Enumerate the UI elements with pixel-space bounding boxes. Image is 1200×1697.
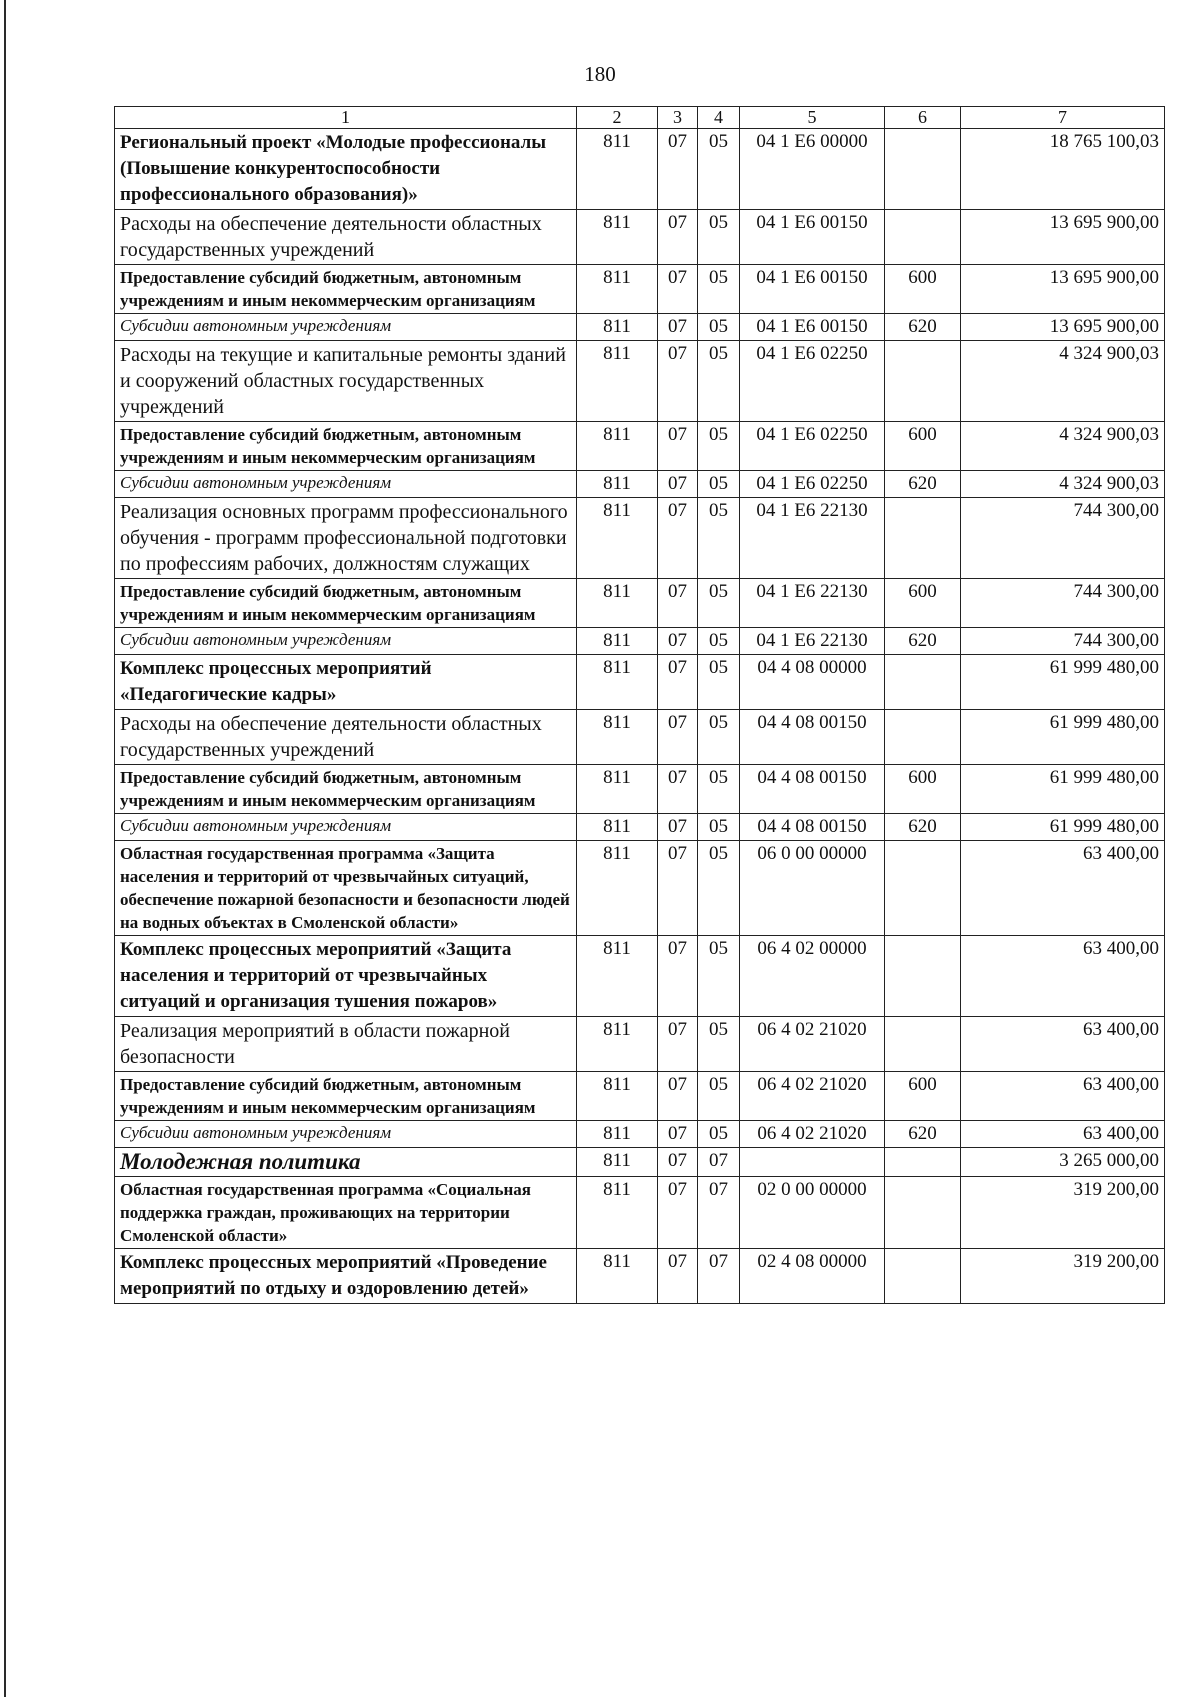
budget-table: [114, 106, 1165, 1304]
row-col-4: 05: [698, 341, 740, 422]
row-col-5: 04 1 Е6 22130: [740, 628, 885, 655]
column-header: 2: [577, 107, 658, 129]
table-row: [115, 655, 1165, 710]
column-header: 6: [885, 107, 961, 129]
row-col-3: 07: [658, 628, 698, 655]
table-row: [115, 1017, 1165, 1072]
row-col-3: 07: [658, 1121, 698, 1148]
row-col-5: [740, 1148, 885, 1177]
table-row: [115, 710, 1165, 765]
table-row: [115, 314, 1165, 341]
column-header: 7: [961, 107, 1165, 129]
table-row: [115, 579, 1165, 628]
row-amount: 61 999 480,00: [961, 655, 1165, 710]
row-col-4: 05: [698, 471, 740, 498]
row-col-5: 04 4 08 00150: [740, 710, 885, 765]
row-col-5: 04 1 Е6 00150: [740, 265, 885, 314]
row-col-3: 07: [658, 1148, 698, 1177]
row-col-2: 811: [577, 1017, 658, 1072]
row-col-6: [885, 936, 961, 1017]
table-row: [115, 1121, 1165, 1148]
table-row: [115, 1148, 1165, 1177]
row-col-6: [885, 1017, 961, 1072]
row-col-5: 04 1 Е6 22130: [740, 498, 885, 579]
row-col-5: 06 4 02 21020: [740, 1017, 885, 1072]
row-col-5: 06 4 02 21020: [740, 1072, 885, 1121]
row-col-6: 620: [885, 814, 961, 841]
row-name: Субсидии автономным учреждениям: [115, 814, 577, 841]
row-col-4: 05: [698, 265, 740, 314]
row-amount: 13 695 900,00: [961, 265, 1165, 314]
row-col-3: 07: [658, 341, 698, 422]
row-col-3: 07: [658, 1072, 698, 1121]
row-col-6: 600: [885, 579, 961, 628]
row-col-6: [885, 129, 961, 210]
row-name: Областная государственная программа «Социальная поддержка граждан, проживающих на территории Смоленской области»: [115, 1177, 577, 1249]
row-col-3: 07: [658, 498, 698, 579]
table-row: [115, 841, 1165, 936]
row-col-2: 811: [577, 841, 658, 936]
row-name: Субсидии автономным учреждениям: [115, 1121, 577, 1148]
row-col-5: 06 0 00 00000: [740, 841, 885, 936]
table-row: [115, 1072, 1165, 1121]
row-col-6: [885, 341, 961, 422]
row-col-5: 02 0 00 00000: [740, 1177, 885, 1249]
row-amount: 63 400,00: [961, 841, 1165, 936]
table-row: [115, 129, 1165, 210]
page-margin-rule: [4, 0, 6, 1697]
table-row: [115, 936, 1165, 1017]
row-col-6: [885, 841, 961, 936]
row-col-2: 811: [577, 210, 658, 265]
row-amount: 13 695 900,00: [961, 314, 1165, 341]
row-col-5: 04 4 08 00000: [740, 655, 885, 710]
table-row: [115, 341, 1165, 422]
row-col-2: 811: [577, 314, 658, 341]
table-row: [115, 628, 1165, 655]
row-col-5: 04 1 Е6 02250: [740, 471, 885, 498]
row-col-4: 05: [698, 314, 740, 341]
column-header: 3: [658, 107, 698, 129]
row-col-6: [885, 655, 961, 710]
row-col-2: 811: [577, 471, 658, 498]
page-number: 180: [584, 62, 616, 86]
row-col-2: 811: [577, 628, 658, 655]
row-col-4: 05: [698, 210, 740, 265]
row-name: Расходы на текущие и капитальные ремонты зданий и сооружений областных государственных учреждений: [115, 341, 577, 422]
row-col-4: 05: [698, 498, 740, 579]
row-name: Реализация основных программ профессионального обучения - программ профессиональной подготовки по профессиям рабочих, должностям служащих: [115, 498, 577, 579]
table-row: [115, 422, 1165, 471]
row-name: Комплекс процессных мероприятий «Педагогические кадры»: [115, 655, 577, 710]
row-name: Комплекс процессных мероприятий «Проведение мероприятий по отдыху и оздоровлению детей»: [115, 1249, 577, 1304]
row-col-4: 05: [698, 129, 740, 210]
row-name: Комплекс процессных мероприятий «Защита населения и территорий от чрезвычайных ситуаций и организация тушения пожаров»: [115, 936, 577, 1017]
row-col-6: 620: [885, 1121, 961, 1148]
row-col-4: 05: [698, 841, 740, 936]
row-col-2: 811: [577, 1249, 658, 1304]
row-col-5: 06 4 02 21020: [740, 1121, 885, 1148]
row-col-3: 07: [658, 314, 698, 341]
row-col-4: 05: [698, 1072, 740, 1121]
table-row: [115, 210, 1165, 265]
row-name: Расходы на обеспечение деятельности областных государственных учреждений: [115, 210, 577, 265]
row-col-3: 07: [658, 1177, 698, 1249]
row-col-5: 04 1 Е6 00150: [740, 210, 885, 265]
row-col-2: 811: [577, 936, 658, 1017]
row-col-2: 811: [577, 814, 658, 841]
table-row: [115, 814, 1165, 841]
row-col-4: 05: [698, 765, 740, 814]
row-col-2: 811: [577, 1121, 658, 1148]
row-amount: 319 200,00: [961, 1177, 1165, 1249]
row-col-5: 04 1 Е6 22130: [740, 579, 885, 628]
row-col-3: 07: [658, 129, 698, 210]
row-col-3: 07: [658, 936, 698, 1017]
row-col-6: 600: [885, 265, 961, 314]
row-col-4: 05: [698, 422, 740, 471]
row-col-6: 600: [885, 765, 961, 814]
row-col-2: 811: [577, 422, 658, 471]
row-name: Субсидии автономным учреждениям: [115, 471, 577, 498]
row-col-2: 811: [577, 710, 658, 765]
row-col-4: 05: [698, 579, 740, 628]
row-name: Молодежная политика: [115, 1148, 577, 1177]
row-amount: 4 324 900,03: [961, 422, 1165, 471]
row-col-3: 07: [658, 579, 698, 628]
table-row: [115, 765, 1165, 814]
row-col-5: 04 1 Е6 02250: [740, 422, 885, 471]
column-header: 1: [115, 107, 577, 129]
row-col-3: 07: [658, 710, 698, 765]
column-header: 5: [740, 107, 885, 129]
row-amount: 63 400,00: [961, 936, 1165, 1017]
row-name: Предоставление субсидий бюджетным, автономным учреждениям и иным некоммерческим организациям: [115, 1072, 577, 1121]
row-amount: 319 200,00: [961, 1249, 1165, 1304]
row-col-2: 811: [577, 1177, 658, 1249]
table-row: [115, 498, 1165, 579]
row-col-2: 811: [577, 265, 658, 314]
row-amount: 63 400,00: [961, 1121, 1165, 1148]
row-amount: 13 695 900,00: [961, 210, 1165, 265]
row-col-4: 05: [698, 1121, 740, 1148]
table-row: [115, 1177, 1165, 1249]
row-amount: 744 300,00: [961, 628, 1165, 655]
table-row: [115, 471, 1165, 498]
row-name: Субсидии автономным учреждениям: [115, 628, 577, 655]
row-col-4: 05: [698, 655, 740, 710]
row-amount: 4 324 900,03: [961, 341, 1165, 422]
row-col-6: 620: [885, 471, 961, 498]
table-row: [115, 265, 1165, 314]
row-col-4: 07: [698, 1177, 740, 1249]
row-col-5: 04 1 Е6 00000: [740, 129, 885, 210]
row-col-3: 07: [658, 210, 698, 265]
row-col-4: 05: [698, 936, 740, 1017]
row-col-6: 620: [885, 314, 961, 341]
row-amount: 744 300,00: [961, 498, 1165, 579]
row-col-5: 04 1 Е6 02250: [740, 341, 885, 422]
row-name: Субсидии автономным учреждениям: [115, 314, 577, 341]
row-amount: 61 999 480,00: [961, 765, 1165, 814]
row-col-6: [885, 498, 961, 579]
row-amount: 18 765 100,03: [961, 129, 1165, 210]
row-col-6: [885, 1177, 961, 1249]
row-col-4: 07: [698, 1148, 740, 1177]
row-col-6: [885, 210, 961, 265]
row-col-5: 04 1 Е6 00150: [740, 314, 885, 341]
table-row: [115, 1249, 1165, 1304]
row-amount: 63 400,00: [961, 1017, 1165, 1072]
row-col-6: 600: [885, 422, 961, 471]
row-col-3: 07: [658, 422, 698, 471]
row-name: Региональный проект «Молодые профессионалы (Повышение конкурентоспособности профессионального образования)»: [115, 129, 577, 210]
row-col-4: 05: [698, 710, 740, 765]
row-col-6: 620: [885, 628, 961, 655]
row-col-6: [885, 710, 961, 765]
row-col-2: 811: [577, 341, 658, 422]
row-amount: 61 999 480,00: [961, 710, 1165, 765]
row-col-3: 07: [658, 265, 698, 314]
row-col-6: 600: [885, 1072, 961, 1121]
row-col-2: 811: [577, 765, 658, 814]
row-col-2: 811: [577, 655, 658, 710]
row-name: Предоставление субсидий бюджетным, автономным учреждениям и иным некоммерческим организациям: [115, 422, 577, 471]
row-col-2: 811: [577, 129, 658, 210]
row-col-4: 05: [698, 814, 740, 841]
row-col-2: 811: [577, 1148, 658, 1177]
row-name: Предоставление субсидий бюджетным, автономным учреждениям и иным некоммерческим организациям: [115, 765, 577, 814]
row-name: Расходы на обеспечение деятельности областных государственных учреждений: [115, 710, 577, 765]
row-col-3: 07: [658, 655, 698, 710]
column-header: 4: [698, 107, 740, 129]
row-name: Областная государственная программа «Защита населения и территорий от чрезвычайных ситуаций, обеспечение пожарной безопасности и безопасности людей на водных объектах в Смоленской области»: [115, 841, 577, 936]
row-name: Предоставление субсидий бюджетным, автономным учреждениям и иным некоммерческим организациям: [115, 265, 577, 314]
row-col-2: 811: [577, 498, 658, 579]
row-col-4: 05: [698, 1017, 740, 1072]
row-amount: 744 300,00: [961, 579, 1165, 628]
row-col-3: 07: [658, 841, 698, 936]
row-col-3: 07: [658, 471, 698, 498]
row-col-4: 07: [698, 1249, 740, 1304]
row-col-4: 05: [698, 628, 740, 655]
row-col-2: 811: [577, 579, 658, 628]
row-col-3: 07: [658, 765, 698, 814]
row-col-3: 07: [658, 1249, 698, 1304]
row-col-5: 02 4 08 00000: [740, 1249, 885, 1304]
row-col-5: 04 4 08 00150: [740, 814, 885, 841]
row-col-6: [885, 1148, 961, 1177]
row-col-3: 07: [658, 1017, 698, 1072]
row-amount: 63 400,00: [961, 1072, 1165, 1121]
table-header-row: [115, 107, 1165, 129]
row-amount: 61 999 480,00: [961, 814, 1165, 841]
row-amount: 4 324 900,03: [961, 471, 1165, 498]
row-col-5: 04 4 08 00150: [740, 765, 885, 814]
row-col-6: [885, 1249, 961, 1304]
row-col-5: 06 4 02 00000: [740, 936, 885, 1017]
row-col-3: 07: [658, 814, 698, 841]
row-name: Реализация мероприятий в области пожарной безопасности: [115, 1017, 577, 1072]
row-amount: 3 265 000,00: [961, 1148, 1165, 1177]
row-name: Предоставление субсидий бюджетным, автономным учреждениям и иным некоммерческим организациям: [115, 579, 577, 628]
row-col-2: 811: [577, 1072, 658, 1121]
